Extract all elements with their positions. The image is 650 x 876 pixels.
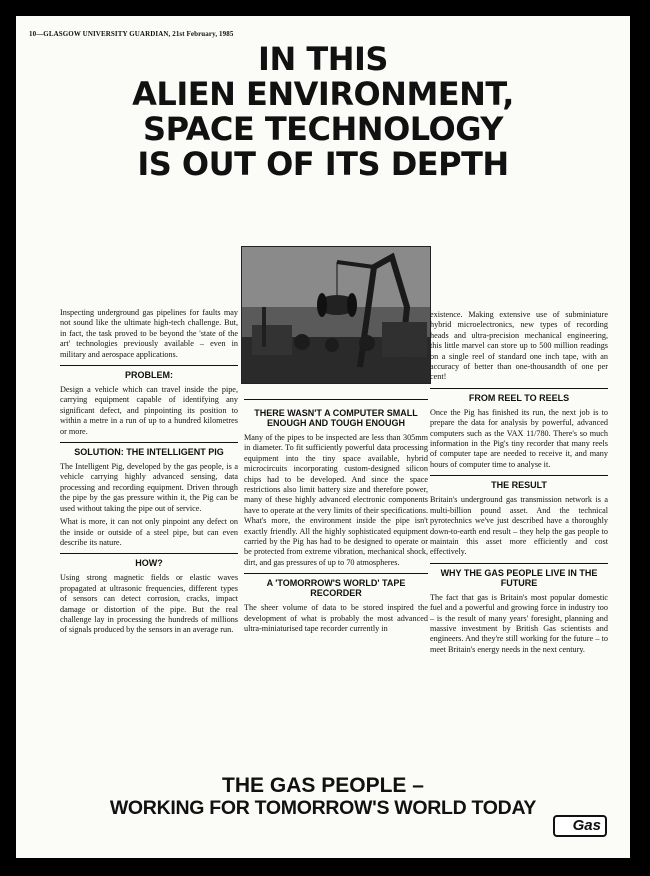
tagline bbox=[16, 774, 630, 819]
reel-paragraph: Once the Pig has finished its run, the next job is to prepare the data for analysis by powerful, advanced computers such as the VAX 11/780. There's so much information in the Pig's tiny recorder that many reels of computer tape are needed to receive it, and many hours of computer time to analyse it. bbox=[430, 407, 608, 469]
middle-column bbox=[244, 399, 428, 638]
why-heading: WHY THE GAS PEOPLE LIVE IN THE FUTURE bbox=[440, 567, 598, 588]
left-column bbox=[60, 308, 238, 639]
divider bbox=[60, 442, 238, 443]
why-paragraph: The fact that gas is Britain's most popular domestic fuel and a powerful and growing force in industry too – is the result of many years' foresight, planning and massive investment by British Gas scientists and engineers. And they're still working for the future – to meet Britain's energy needs in the next century. bbox=[430, 592, 608, 654]
pipeline-pig-photo bbox=[241, 246, 431, 384]
reel-heading: FROM REEL TO REELS bbox=[468, 392, 570, 403]
page-header: 10—GLASGOW UNIVERSITY GUARDIAN, 21st February, 1985 bbox=[29, 30, 234, 38]
result-paragraph: Britain's underground gas transmission network is a multi-billion pound asset. And the technical pyrotechnics we've just described have a thoroughly down-to-earth end result – they help the gas people to maintain this asset more efficiently and cost effectively. bbox=[430, 495, 608, 557]
solution-paragraph-1: The Intelligent Pig, developed by the gas people, is a vehicle carrying highly advanced sensing, data processing and recording equipment. Driven through the pipe by the gas pressure within it, the Pig can be used without taking the pipe out of service. bbox=[60, 462, 238, 513]
divider bbox=[60, 553, 238, 554]
recorder-paragraph: The sheer volume of data to be stored inspired the development of what is probably the most advanced ultra-miniaturised tape recorder currently in bbox=[244, 603, 428, 634]
result-heading: THE RESULT bbox=[491, 480, 547, 491]
newspaper-advert-page bbox=[16, 16, 630, 858]
right-column bbox=[430, 310, 608, 658]
computer-paragraph: Many of the pipes to be inspected are less than 305mm in diameter. To fit sufficiently powerful data processing equipment into the tiny space available, hybrid microcircuits incorporating custom-designed silicon chips had to be developed. And since the space restrictions also limit battery size and therefore power, many of these highly advanced electronic components have to operate at the very limits of their specifications. What's more, the environment inside the pipe isn't exactly friendly. All the highly sophisticated equipment carried by the Pig has had to be designed to operate or be protected from extreme vibration, mechanical shock, dirt, and gas pressures of up to 70 atmospheres. bbox=[244, 433, 428, 567]
headline-line-2: ALIEN ENVIRONMENT, bbox=[132, 75, 514, 113]
problem-paragraph: Design a vehicle which can travel inside the pipe, carrying equipment capable of identifying any significant defect, and pinpointing its position to within a metre in a run of up to a hundred kilometres or more. bbox=[60, 385, 238, 436]
recorder-heading: A 'TOMORROW'S WORLD' TAPE RECORDER bbox=[266, 578, 406, 599]
tagline-line-1: THE GAS PEOPLE – bbox=[222, 774, 424, 797]
tagline-line-2: WORKING FOR TOMORROW'S WORLD TODAY bbox=[109, 797, 537, 819]
divider bbox=[430, 475, 608, 476]
computer-heading: THERE WASN'T A COMPUTER SMALL ENOUGH AND TOUGH ENOUGH bbox=[254, 408, 418, 428]
headline-line-4: IS OUT OF ITS DEPTH bbox=[137, 145, 509, 183]
solution-paragraph-2: What is more, it can not only pinpoint any defect on the inside or outside of a steel pipe, but can even describe its nature. bbox=[60, 517, 238, 547]
how-paragraph: Using strong magnetic fields or elastic waves propagated at ultrasonic frequencies, different types of sensors can detect corrosion, cracks, impact damage or distortion of the pipe. But the real challenge lay in processing the hundreds of millions of signals produced by the sensors in an average run. bbox=[60, 573, 238, 635]
problem-heading: PROBLEM: bbox=[125, 370, 173, 381]
intro-paragraph: Inspecting underground gas pipelines for faults may not sound like the ultimate high-tech challenge. But, in fact, the task proved to be beyond the 'state of the art' technologies previously available – even in military and aerospace applications. bbox=[60, 308, 238, 359]
divider bbox=[430, 563, 608, 564]
headline bbox=[16, 42, 630, 182]
divider bbox=[60, 365, 238, 366]
crane-scene-image bbox=[242, 247, 431, 384]
solution-heading: SOLUTION: THE INTELLIGENT PIG bbox=[74, 447, 224, 458]
british-gas-logo: Gas bbox=[553, 815, 607, 837]
divider bbox=[430, 388, 608, 389]
divider bbox=[244, 573, 428, 574]
headline-line-3: SPACE TECHNOLOGY bbox=[143, 110, 503, 148]
how-heading: HOW? bbox=[135, 558, 163, 569]
recorder-continuation-paragraph: existence. Making extensive use of subminiature hybrid microelectronics, new types of recording heads and ultra-precision mechanical engineering, this little marvel can store up to 500 million readings on a single reel of standard one inch tape, with an accuracy of better than one-thousandth of one per cent! bbox=[430, 310, 608, 382]
headline-line-1: IN THIS bbox=[258, 40, 388, 78]
